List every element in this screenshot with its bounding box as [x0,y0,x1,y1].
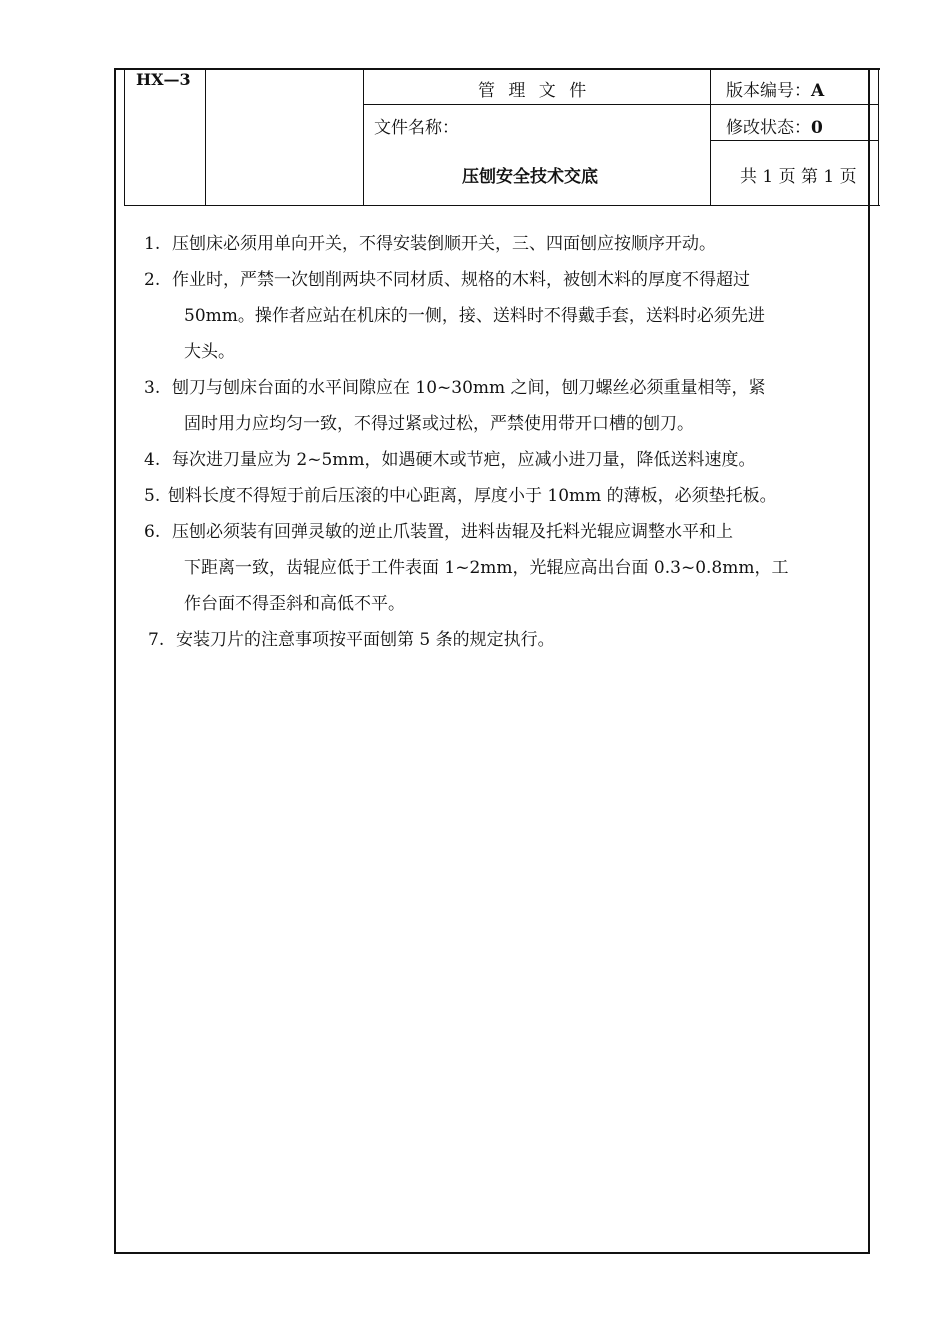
header-divider-1 [205,68,206,206]
list-item [144,226,824,262]
item-number: 2. [144,270,161,290]
header-top-border [124,68,880,70]
version-field [726,76,824,101]
page-info: 共 1 页 第 1 页 [740,167,857,187]
item-line: 作台面不得歪斜和高低不平。 [184,594,405,614]
document-title: 压刨安全技术交底 [462,167,598,187]
list-item [144,514,824,622]
doc-code: HX—3 [136,70,191,89]
item-line: 刨料长度不得短于前后压滚的中心距离，厚度小于 10mm 的薄板，必须垫托板。 [168,486,777,506]
item-line: 每次进刀量应为 2~5mm，如遇硬木或节疤，应减小进刀量，降低送料速度。 [172,450,756,470]
header-left-border [124,68,125,206]
instruction-list [144,226,824,658]
item-number: 7. [148,630,165,650]
item-number: 6. [144,522,161,542]
version-label: 版本编号： [726,81,811,101]
revision-label: 修改状态： [726,118,811,138]
list-item [148,622,824,658]
revision-value: 0 [811,118,823,138]
header-divider-3 [710,68,711,206]
list-item [144,262,824,370]
header-row-line-2 [710,140,879,141]
revision-field [726,113,823,138]
item-number: 3. [144,378,161,398]
item-line: 大头。 [184,342,235,362]
item-line: 下距离一致，齿辊应低于工件表面 1~2mm，光辊应高出台面 0.3~0.8mm，工 [184,558,789,578]
item-line: 压刨必须装有回弹灵敏的逆止爪装置，进料齿辊及托料光辊应调整水平和上 [172,522,733,542]
item-line: 作业时，严禁一次刨削两块不同材质、规格的木料，被刨木料的厚度不得超过 [172,270,750,290]
item-line: 固时用力应均匀一致，不得过紧或过松，严禁使用带开口槽的刨刀。 [184,414,694,434]
item-number: 4. [144,450,161,470]
item-line: 刨刀与刨床台面的水平间隙应在 10~30mm 之间，刨刀螺丝必须重量相等，紧 [172,378,766,398]
doc-type-label: 管 理 文 件 [478,81,591,101]
list-item [144,478,824,514]
item-line: 安装刀片的注意事项按平面刨第 5 条的规定执行。 [176,630,555,650]
item-line: 50mm。操作者应站在机床的一侧，接、送料时不得戴手套，送料时必须先进 [184,306,765,326]
file-name-label: 文件名称： [374,118,459,138]
header-row-line-1 [363,104,879,105]
header-right-border [878,68,879,206]
version-value: A [811,81,825,101]
item-number: 1. [144,234,161,254]
item-line: 压刨床必须用单向开关，不得安装倒顺开关，三、四面刨应按顺序开动。 [172,234,716,254]
header-divider-2 [363,68,364,206]
item-number: 5. [144,486,161,506]
header-bottom-border [124,205,880,206]
list-item [144,370,824,442]
list-item [144,442,824,478]
